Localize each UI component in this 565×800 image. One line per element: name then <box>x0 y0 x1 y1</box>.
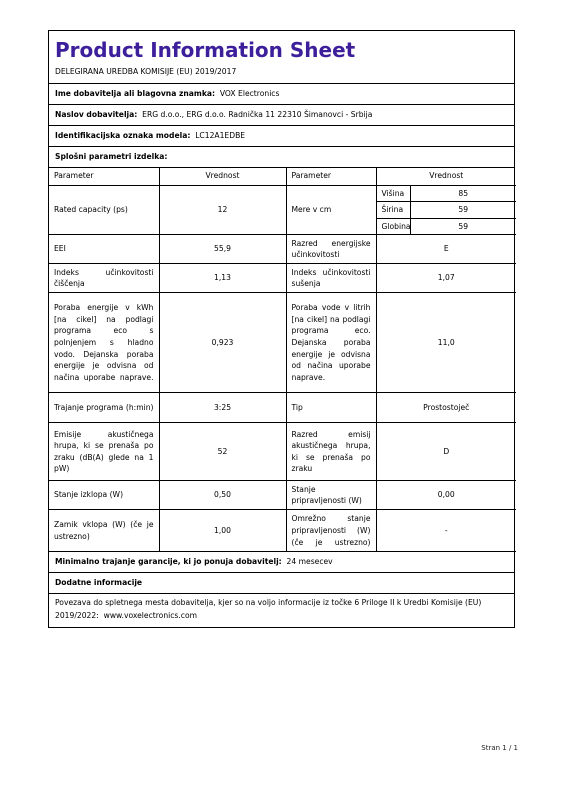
supplier-address-value: ERG d.o.o., ERG d.o.o. Radnička 11 22310 Šimanovci - Srbija <box>142 110 373 119</box>
column-header-parameter: Parameter <box>286 168 376 185</box>
product-information-sheet <box>48 30 515 628</box>
cleaning-index-value: 1,13 <box>159 264 286 293</box>
energy-consumption-label: Poraba energije v kWh [na cikel] na podlagi programa eco s polnjenjem s hladno vodo. Dejanska poraba energije je odvisna od načina uporabe naprave. <box>49 293 159 393</box>
table-row <box>49 481 516 510</box>
duration-value: 3:25 <box>159 393 286 423</box>
page-title: Product Information Sheet <box>55 38 356 62</box>
energy-class-label: Razred energijske učinkovitosti <box>286 235 376 264</box>
noise-class-value: D <box>376 423 516 481</box>
regulation-reference: DELEGIRANA UREDBA KOMISIJE (EU) 2019/2017 <box>55 67 237 76</box>
column-header-value: Vrednost <box>159 168 286 185</box>
warranty-value: 24 mesecev <box>286 557 333 567</box>
noise-class-label: Razred emisij akustičnega hrupa, ki se prenaša po zraku <box>286 423 376 481</box>
width-value: 59 <box>410 202 516 219</box>
column-header-parameter: Parameter <box>49 168 159 185</box>
network-standby-value: - <box>376 510 516 552</box>
noise-label: Emisije akustičnega hrupa, ki se prenaša po zraku (dB(A) glede na 1 pW) <box>49 423 159 481</box>
supplier-website-link[interactable]: www.voxelectronics.com <box>103 610 198 620</box>
standby-label: Stanje pripravljenosti (W) <box>286 481 376 510</box>
dimensions-label: Mere v cm <box>286 185 376 235</box>
model-id-label: Identifikacijska oznaka modela: <box>55 131 191 140</box>
delay-start-label: Zamik vklopa (W) (če je ustrezno) <box>49 510 159 552</box>
water-consumption-value: 11,0 <box>376 293 516 393</box>
model-id-row <box>49 126 514 147</box>
table-row <box>49 423 516 481</box>
additional-info-title: Dodatne informacije <box>55 578 143 588</box>
standby-value: 0,00 <box>376 481 516 510</box>
supplier-name-row <box>49 84 514 105</box>
type-label: Tip <box>286 393 376 423</box>
additional-info-title-row <box>49 573 514 594</box>
eei-value: 55,9 <box>159 235 286 264</box>
table-row <box>49 264 516 293</box>
supplier-name-label: Ime dobavitelja ali blagovna znamka: <box>55 89 216 98</box>
depth-value: 59 <box>410 218 516 235</box>
cleaning-index-label: Indeks učinkovitosti čiščenja <box>49 264 159 293</box>
table-row <box>49 393 516 423</box>
capacity-label: Rated capacity (ps) <box>49 185 159 235</box>
duration-label: Trajanje programa (h:min) <box>49 393 159 423</box>
drying-index-label: Indeks učinkovitosti sušenja <box>286 264 376 293</box>
network-standby-label: Omrežno stanje pripravljenosti (W) (če je ustrezno) <box>286 510 376 552</box>
type-value: Prostostoječ <box>376 393 516 423</box>
column-header-value: Vrednost <box>376 168 516 185</box>
height-value: 85 <box>410 185 516 202</box>
energy-consumption-value: 0,923 <box>159 293 286 393</box>
table-row <box>49 235 516 264</box>
eei-label: EEI <box>49 235 159 264</box>
depth-label: Globina <box>376 218 410 235</box>
capacity-value: 12 <box>159 185 286 235</box>
off-mode-value: 0,50 <box>159 481 286 510</box>
general-params-title: Splošni parametri izdelka: <box>55 152 168 161</box>
page-number: Stran 1 / 1 <box>481 744 518 752</box>
delay-start-value: 1,00 <box>159 510 286 552</box>
table-row <box>49 293 516 393</box>
off-mode-label: Stanje izklopa (W) <box>49 481 159 510</box>
width-label: Širina <box>376 202 410 219</box>
model-id-value: LC12A1EDBE <box>195 131 246 140</box>
warranty-row <box>49 552 514 573</box>
general-params-title-row <box>49 147 514 168</box>
table-header-row <box>49 168 516 185</box>
header <box>49 31 514 84</box>
additional-info-text: Povezava do spletnega mesta dobavitelja, kjer so na voljo informacije iz točke 6 Priloge II k Uredbi Komisije (EU) 2019/2022: <box>55 598 482 620</box>
energy-class-value: E <box>376 235 516 264</box>
additional-info-row <box>49 594 514 627</box>
noise-value: 52 <box>159 423 286 481</box>
table-row <box>49 510 516 552</box>
supplier-name-value: VOX Electronics <box>219 89 280 98</box>
supplier-address-label: Naslov dobavitelja: <box>55 110 138 119</box>
supplier-address-row <box>49 105 514 126</box>
drying-index-value: 1,07 <box>376 264 516 293</box>
parameters-table <box>49 168 516 552</box>
warranty-label: Minimalno trajanje garancije, ki jo ponuja dobavitelj: <box>55 557 282 567</box>
height-label: Višina <box>376 185 410 202</box>
table-row <box>49 185 516 202</box>
water-consumption-label: Poraba vode v litrih [na cikel] na podlagi programa eco. Dejanska poraba energije je odvisna od načina uporabe naprave. <box>286 293 376 393</box>
